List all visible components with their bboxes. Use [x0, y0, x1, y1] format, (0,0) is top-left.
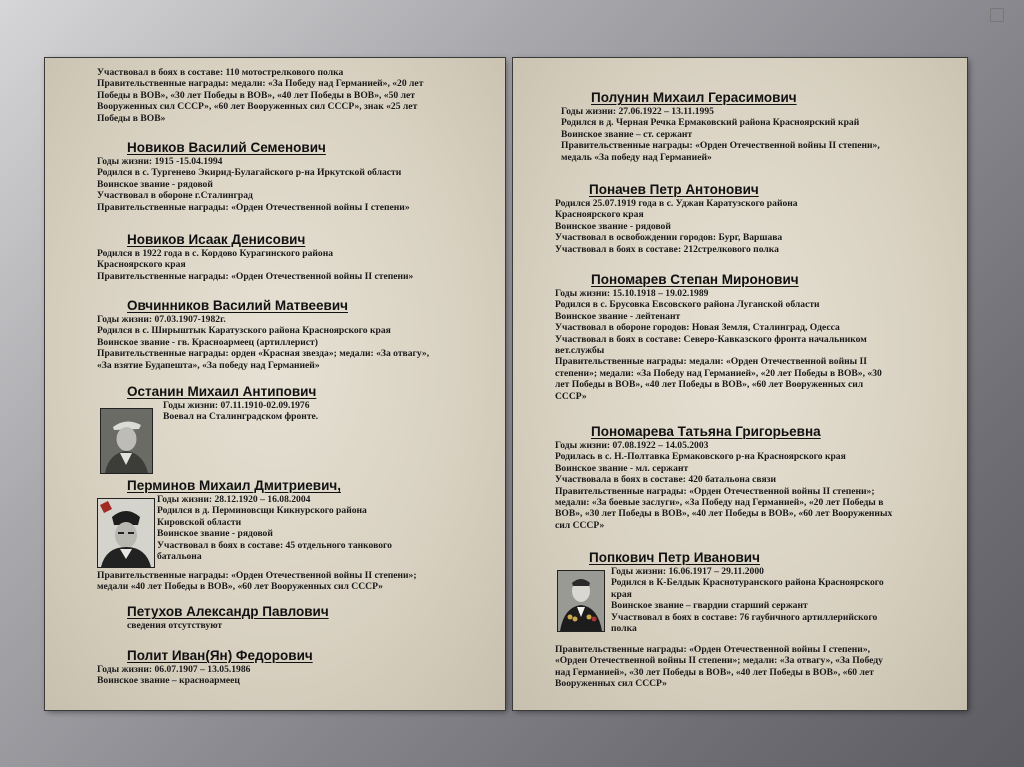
text-line: Правительственные награды: «Орден Отечественной войны I степени»: [97, 201, 410, 213]
text-line: края: [611, 588, 632, 600]
text-line: степени»; медали: «За Победу над Германией», «20 лет Победы в ВОВ», «30: [555, 367, 882, 379]
text-line: Участвовала в боях в составе: 420 батальона связи: [555, 474, 777, 486]
text-line: Родился в с. Брусовка Евсовского района Луганской области: [555, 299, 820, 311]
text-line: Вооруженных сил СССР»: [555, 678, 667, 690]
text-line: Годы жизни: 28.12.1920 – 16.08.2004: [157, 494, 311, 505]
text-line: Родилась в с. Н.-Полтавка Ермаковского р-на Красноярского края: [555, 451, 846, 463]
text-line: Правительственные награды: медали: «Орден Отечественной войны II: [555, 356, 867, 368]
text-line: медали: «За боевые заслуги», «За Победу над Германией», «20 лет Победы в: [555, 497, 884, 509]
text-line: Правительственные награды: «Орден Отечественной войны II степени»;: [555, 485, 875, 497]
text-line: Победы в ВОВ»: [97, 112, 166, 124]
person-name: Останин Михаил Антипович: [127, 384, 317, 399]
text-line: Красноярского края: [555, 209, 644, 221]
text-line: Годы жизни: 27.06.1922 – 13.11.1995: [561, 106, 714, 117]
person-name: Полунин Михаил Герасимович: [591, 90, 797, 105]
entry-popkovich: [589, 550, 884, 634]
text-line: Воевал на Сталинградском фронте.: [163, 411, 319, 423]
text-line: Воинское звание - рядовой: [157, 528, 273, 540]
text-line: Воинское звание - гв. Красноармеец (артиллерист): [97, 336, 318, 348]
text-line: над Германией», «30 лет Победы в ВОВ», «40 лет Победы в ВОВ», «60 лет: [555, 666, 874, 678]
left-page: [45, 58, 505, 710]
entry-ponomarev: [555, 272, 882, 402]
text-line: Правительственные награды: «Орден Отечественной войны II степени»,: [561, 140, 880, 152]
text-line: Участвовал в освобождении городов: Бург, Варшава: [555, 232, 783, 244]
text-line: Участвовал в боях в составе: 45 отдельного танкового: [157, 539, 392, 551]
portrait-photo-popkovich: [557, 570, 605, 632]
text-line: «За взятие Будапешта», «За победу над Германией»: [97, 359, 320, 371]
entry-polunin: [555, 90, 880, 163]
text-line: Участвовал в боях в составе: Северо-Кавказского фронта начальником: [555, 333, 867, 345]
corner-frame-icon: [990, 8, 1004, 22]
text-line: Годы жизни: 07.03.1907-1982г.: [97, 314, 226, 325]
entry-ovchinnikov: [97, 298, 429, 371]
person-name: Пономарев Степан Миронович: [591, 272, 799, 287]
text-line: Родился в 1922 года в с. Кордово Курагинского района: [97, 248, 334, 259]
text-line: Воинское звание - рядовой: [97, 178, 213, 190]
text-line: Правительственные награды: «Орден Отечественной войны I степени»,: [555, 644, 871, 655]
text-line: медаль «За победу над Германией»: [561, 151, 712, 163]
text-line: батальона: [157, 551, 202, 563]
person-name: Поначев Петр Антонович: [589, 182, 759, 197]
entry-ponomareva: [555, 424, 892, 531]
text-line: Родился в с. Тургенево Экирид-Булагайского р-на Иркутской области: [97, 167, 402, 179]
text-line: Родился в д. Черная Речка Ермаковский района Красноярский край: [561, 117, 860, 129]
text-line: Воинское звание - рядовой: [555, 220, 671, 232]
text-line: Воинское звание – ст. сержант: [561, 128, 693, 140]
text-line: Годы жизни: 07.08.1922 – 14.05.2003: [555, 440, 709, 451]
person-name: Попкович Петр Иванович: [589, 550, 760, 565]
text-line: Правительственные награды: медали: «За Победу над Германией», «20 лет: [97, 78, 424, 90]
right-page: [513, 58, 967, 710]
entry-popkovich-awards: [555, 644, 883, 690]
text-line: сил СССР»: [555, 519, 605, 531]
portrait-photo-perminov: [97, 498, 155, 568]
person-name: Перминов Михаил Дмитриевич,: [127, 478, 341, 493]
text-line: медали «40 лет Победы в ВОВ», «60 лет Вооруженных сил СССР»: [97, 581, 383, 593]
text-line: ВОВ», «30 лет Победы в ВОВ», «40 лет Победы в ВОВ», «60 лет Вооруженных: [555, 508, 893, 520]
text-line: Правительственные награды: орден «Красная звезда»; медали: «За отвагу»,: [97, 348, 430, 360]
text-line: Участвовал в боях в составе: 110 мотострелкового полка: [97, 67, 344, 78]
person-name: Пономарева Татьяна Григорьевна: [591, 424, 821, 439]
portrait-photo-ostanin: [100, 408, 153, 474]
text-line: Кировской области: [157, 516, 242, 528]
text-line: Вооруженных сил СССР», «60 лет Вооруженных сил СССР», знак «25 лет: [97, 101, 418, 113]
text-line: лет Победы в ВОВ», «40 лет Победы в ВОВ», «60 лет Вооруженных сил: [555, 379, 864, 391]
text-line: Годы жизни: 1915 -15.04.1994: [97, 156, 223, 167]
text-line: вет.службы: [555, 345, 605, 357]
text-line: СССР»: [555, 390, 587, 402]
intro-block: [97, 67, 423, 124]
person-name: Овчинников Василий Матвеевич: [127, 298, 348, 313]
text-line: Родился в К-Белдык Краснотуранского района Красноярского: [611, 577, 884, 589]
text-line: Родился в д. Перминовсщи Кикнурского района: [157, 505, 367, 517]
text-line: Воинское звание - мл. сержант: [555, 462, 689, 474]
entry-perminov-awards: [97, 570, 417, 593]
text-line: Правительственные награды: «Орден Отечественной войны II степени»;: [97, 570, 417, 581]
text-line: Участвовал в обороне г.Сталинград: [97, 190, 253, 202]
person-name: Петухов Александр Павлович: [127, 604, 329, 619]
text-line: сведения отсутствуют: [127, 620, 223, 631]
text-line: Годы жизни: 06.07.1907 – 13.05.1986: [97, 664, 251, 675]
text-line: Родился в с. Ширыштык Каратузского района Красноярского края: [97, 325, 391, 337]
entry-novikov-vasily: [97, 140, 410, 213]
text-line: Участвовал в боях в составе: 212стрелкового полка: [555, 243, 779, 255]
person-name: Полит Иван(Ян) Федорович: [127, 648, 313, 663]
text-line: полка: [611, 623, 637, 635]
text-line: Воинское звание – гвардии старший сержант: [611, 600, 808, 612]
entry-ponachev: [555, 182, 798, 255]
person-name: Новиков Исаак Денисович: [127, 232, 306, 247]
text-line: Годы жизни: 07.11.1910-02.09.1976: [163, 400, 310, 411]
text-line: Красноярского края: [97, 259, 186, 271]
text-line: Родился 25.07.1919 года в с. Уджан Каратузского района: [555, 198, 798, 209]
text-line: Воинское звание - лейтенант: [555, 310, 681, 322]
entry-petukhov: [127, 604, 329, 631]
entry-perminov: [127, 478, 392, 562]
entry-ostanin: [127, 384, 318, 423]
text-line: Правительственные награды: «Орден Отечественной войны II степени»: [97, 270, 414, 282]
entry-polit: [97, 648, 313, 687]
text-line: «Орден Отечественной войны II степени»; медали: «За отвагу», «За Победу: [555, 655, 883, 667]
person-name: Новиков Василий Семенович: [127, 140, 326, 155]
text-line: Годы жизни: 16.06.1917 – 29.11.2000: [611, 566, 764, 577]
text-line: Участвовал в обороне городов: Новая Земля, Сталинград, Одесса: [555, 322, 840, 334]
text-line: Участвовал в боях в составе: 76 гаубичного артиллерийского: [611, 611, 878, 623]
text-line: Победы в ВОВ», «30 лет Победы в ВОВ», «40 лет Победы в ВОВ», «50 лет: [97, 89, 415, 101]
entry-novikov-isaak: [97, 232, 413, 282]
text-line: Воинское звание – красноармеец: [97, 675, 240, 687]
text-line: Годы жизни: 15.10.1918 – 19.02.1989: [555, 288, 709, 299]
